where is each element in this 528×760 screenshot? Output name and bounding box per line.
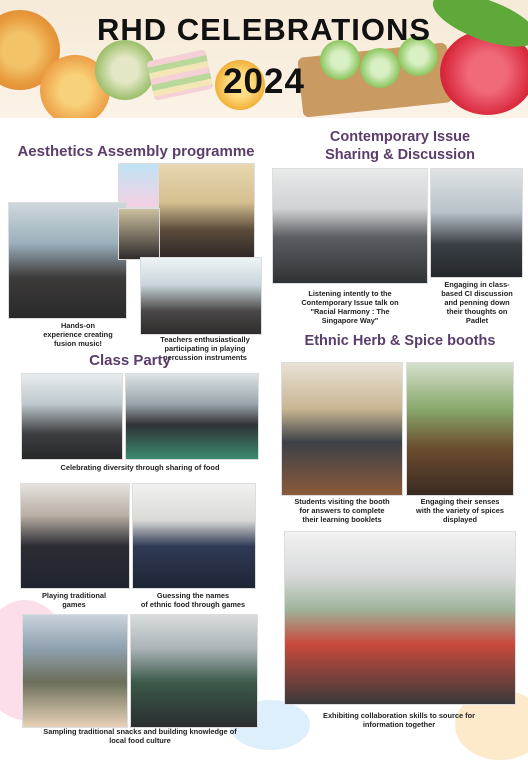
photo-teachers-percussion (140, 257, 262, 335)
photo-booth-students (281, 362, 403, 496)
section-heading-ethnic: Ethnic Herb & Spice booths (304, 333, 496, 349)
photo-sharing-food (125, 373, 259, 460)
photo-ci-talk (272, 168, 428, 284)
caption-playing-games: Playing traditional games (41, 591, 107, 609)
photo-booth-hall (284, 531, 516, 705)
section-heading-contemporary: Contemporary Issue Sharing & Discussion (325, 129, 475, 163)
caption-senses: Engaging their senses with the variety of spices displayed (416, 497, 504, 524)
caption-listening: Listening intently to the Contemporary Issue talk on "Racial Harmony : The Singapore Way" (301, 289, 399, 325)
caption-guessing: Guessing the names of ethnic food through games (140, 591, 246, 609)
caption-engaging-ci: Engaging in class- based CI discussion and penning down their thoughts on Padlet (441, 280, 513, 325)
photo-class-party-classroom (21, 373, 123, 460)
photo-traditional-games (20, 483, 130, 589)
photo-spices-display (406, 362, 514, 496)
photo-fusion-music (8, 202, 127, 319)
poster-year: 2024 (223, 62, 305, 101)
caption-fusion-music: Hands-on experience creating fusion music! (43, 321, 113, 348)
caption-sampling: Sampling traditional snacks and building knowledge of local food culture (43, 727, 237, 745)
poster-title: RHD CELEBRATIONS (96, 12, 432, 47)
photo-sampling-snacks (22, 614, 128, 728)
photo-ci-discussion (430, 168, 523, 278)
section-heading-aesthetics: Aesthetics Assembly programme (17, 143, 255, 160)
header-banner (0, 0, 528, 118)
photo-selfie-snacks (130, 614, 258, 728)
caption-students-booth: Students visiting the booth for answers to complete their learning booklets (294, 497, 390, 524)
caption-exhibiting: Exhibiting collaboration skills to source for information together (323, 711, 475, 729)
photo-guessing-game (132, 483, 256, 589)
photo-students-seated (118, 208, 160, 260)
caption-diversity: Celebrating diversity through sharing of food (60, 463, 220, 472)
caption-teachers: Teachers enthusiastically participating in playing percussion instruments (160, 335, 250, 362)
section-heading-class-party: Class Party (89, 352, 171, 369)
photo-assembly-hall (158, 163, 255, 260)
